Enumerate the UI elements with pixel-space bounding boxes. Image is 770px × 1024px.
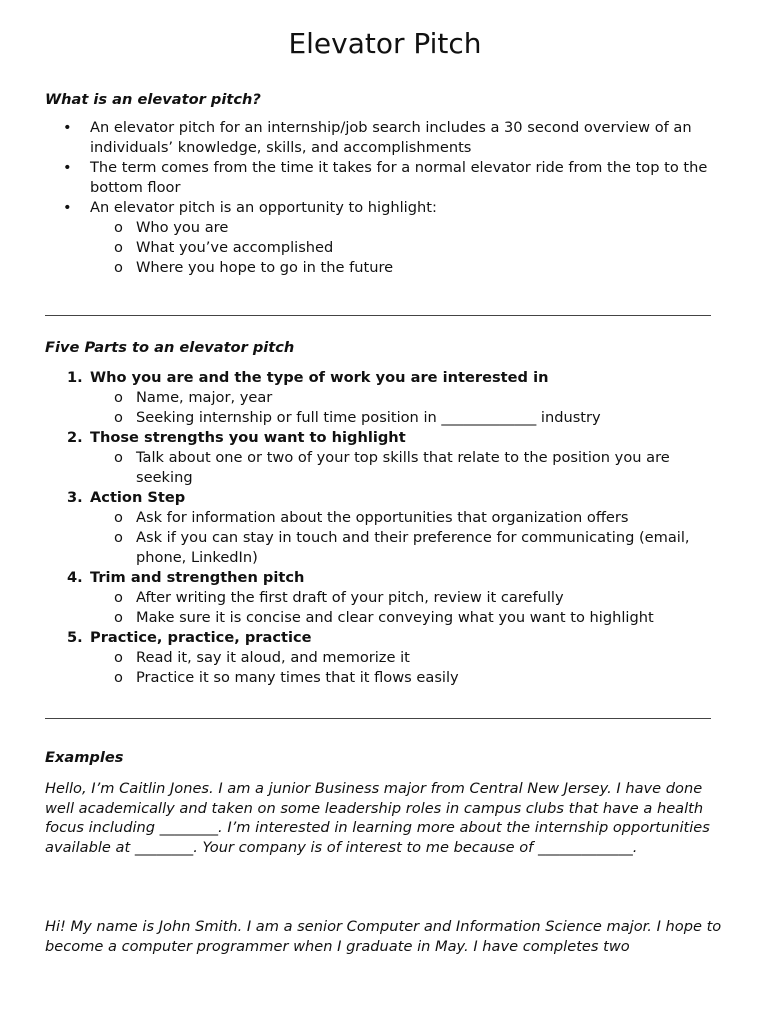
sub-list-item — [90, 588, 725, 608]
sub-list-item — [90, 448, 725, 488]
part-item — [45, 428, 725, 488]
part-title: Who you are and the type of work you are interested in — [90, 369, 549, 386]
bullet-text: An elevator pitch for an internship/job search includes a 30 second overview of an individuals’ knowledge, skills, and accomplishments — [90, 119, 692, 156]
part-number: 5. — [67, 629, 83, 646]
list-item — [45, 118, 725, 158]
part-item — [45, 368, 725, 428]
section-heading-five-parts: Five Parts to an elevator pitch — [45, 339, 295, 356]
bullet-marker: • — [63, 119, 72, 136]
sub-bullet-marker: o — [114, 529, 123, 546]
sub-list-item — [90, 608, 725, 628]
sub-bullet-text: After writing the first draft of your pitch, review it carefully — [136, 589, 564, 606]
sub-bullet-marker: o — [114, 239, 123, 256]
sub-list-item — [90, 388, 725, 408]
part-item — [45, 568, 725, 628]
part-item — [45, 628, 725, 688]
part-sub-list — [90, 588, 725, 628]
sub-bullet-marker: o — [114, 219, 123, 236]
sub-list-item — [90, 238, 725, 258]
five-parts-list — [45, 368, 725, 688]
part-title: Trim and strengthen pitch — [90, 569, 305, 586]
page-title: Elevator Pitch — [288, 27, 482, 60]
sub-list-item — [90, 668, 725, 688]
part-item — [45, 488, 725, 568]
sub-bullet-marker: o — [114, 589, 123, 606]
part-title: Practice, practice, practice — [90, 629, 312, 646]
bullet-marker: • — [63, 159, 72, 176]
sub-bullet-text: Where you hope to go in the future — [136, 259, 394, 276]
section-divider — [45, 315, 711, 316]
sub-bullet-text: Name, major, year — [136, 389, 273, 406]
part-sub-list — [90, 508, 725, 568]
part-sub-list — [90, 648, 725, 688]
sub-bullet-marker: o — [114, 509, 123, 526]
sub-bullet-text: Ask for information about the opportunities that organization offers — [136, 509, 629, 526]
sub-bullet-marker: o — [114, 669, 123, 686]
part-number: 4. — [67, 569, 83, 586]
sub-list-item — [90, 408, 725, 428]
sub-bullet-text: What you’ve accomplished — [136, 239, 334, 256]
example-paragraph-2: Hi! My name is John Smith. I am a senior Computer and Information Science major. I hope to become a computer programmer when I graduate in May. I have completes two — [45, 918, 722, 955]
part-number: 3. — [67, 489, 83, 506]
part-number: 1. — [67, 369, 83, 386]
sub-bullet-marker: o — [114, 609, 123, 626]
bullet-text: An elevator pitch is an opportunity to highlight: — [90, 199, 437, 216]
sub-list-item — [90, 218, 725, 238]
list-item — [45, 198, 725, 278]
definition-bullet-list — [45, 118, 725, 278]
bullet-marker: • — [63, 199, 72, 216]
part-number: 2. — [67, 429, 83, 446]
section-heading-what-is: What is an elevator pitch? — [45, 91, 261, 108]
sub-bullet-text: Read it, say it aloud, and memorize it — [136, 649, 410, 666]
sub-bullet-marker: o — [114, 409, 123, 426]
sub-bullet-marker: o — [114, 259, 123, 276]
sub-list-item — [90, 648, 725, 668]
sub-bullet-text: Make sure it is concise and clear conveying what you want to highlight — [136, 609, 654, 626]
sub-bullet-text: Ask if you can stay in touch and their preference for communicating (email, phone, LinkedIn) — [136, 529, 690, 566]
section-heading-examples: Examples — [45, 749, 124, 766]
part-title: Those strengths you want to highlight — [90, 429, 406, 446]
sub-bullet-text: Practice it so many times that it flows easily — [136, 669, 459, 686]
sub-list-item — [90, 258, 725, 278]
part-title: Action Step — [90, 489, 186, 506]
bullet-text: The term comes from the time it takes for a normal elevator ride from the top to the bottom floor — [90, 159, 708, 196]
sub-bullet-text: Who you are — [136, 219, 229, 236]
sub-bullet-text: Seeking internship or full time position in _____________ industry — [136, 409, 601, 426]
part-sub-list — [90, 448, 725, 488]
sub-bullet-marker: o — [114, 449, 123, 466]
example-paragraph-1: Hello, I’m Caitlin Jones. I am a junior Business major from Central New Jersey. I have done well academically and taken on some leadership roles in campus clubs that have a health focus including ________. I’m interested in learning more about the internship opportunities available at ________. Your company is of interest to me because of _____________. — [45, 780, 710, 856]
sub-list-item — [90, 508, 725, 528]
sub-bullet-marker: o — [114, 389, 123, 406]
sub-bullet-marker: o — [114, 649, 123, 666]
sub-list-item — [90, 528, 725, 568]
sub-bullet-text: Talk about one or two of your top skills that relate to the position you are seeking — [136, 449, 670, 486]
highlight-sub-list — [90, 218, 725, 278]
section-divider — [45, 718, 711, 719]
list-item — [45, 158, 725, 198]
part-sub-list — [90, 388, 725, 428]
